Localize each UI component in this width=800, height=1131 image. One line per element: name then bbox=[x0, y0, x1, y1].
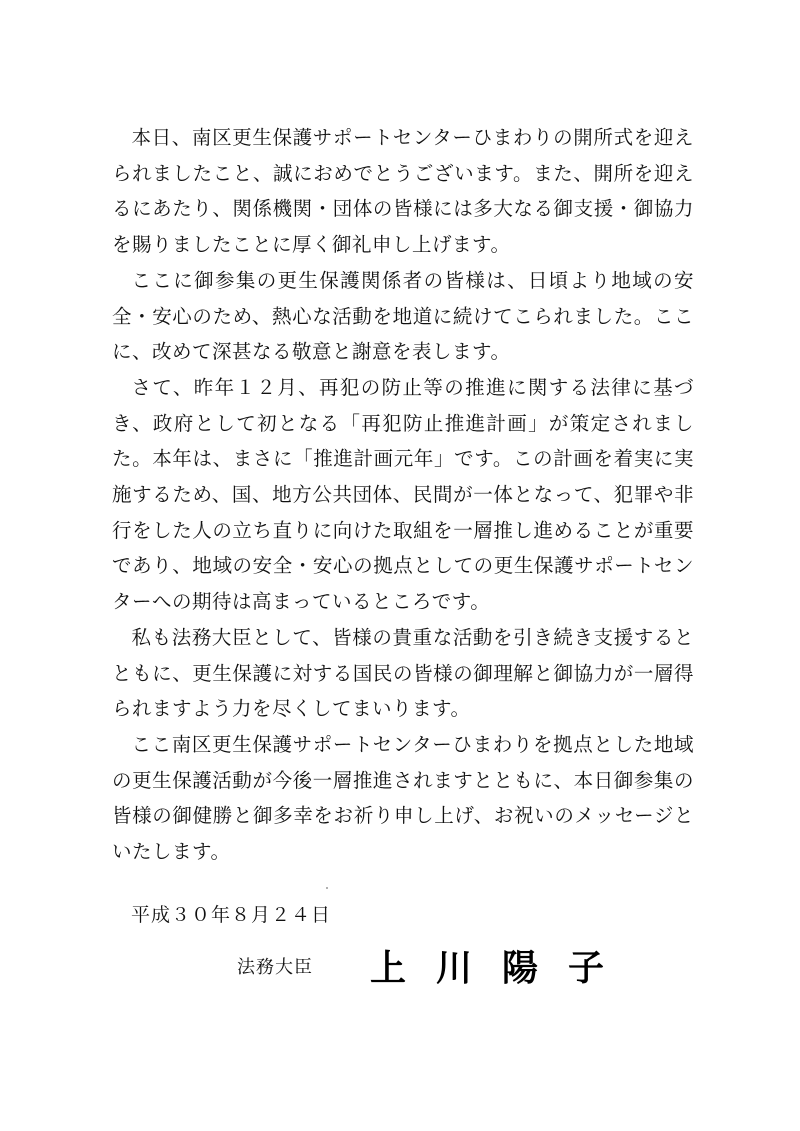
message-body bbox=[112, 120, 694, 870]
scan-speck bbox=[326, 887, 328, 889]
signatory-title: 法務大臣 bbox=[237, 957, 313, 978]
paragraph-recidivism-prevention-plan: さて、昨年１２月、再犯の防止等の推進に関する法律に基づき、政府として初となる「再犯防止推進計画」が策定されました。本年は、まさに「推進計画元年」です。この計画を着実に実施するため、国、地方公共団体、民間が一体となって、犯罪や非行をした人の立ち直りに向けた取組を一層推し進めることが重要であり、地域の安全・安心の拠点としての更生保護サポートセンターへの期待は高まっているところです。 bbox=[112, 375, 694, 614]
signatory-name: 上川陽子 bbox=[370, 948, 635, 989]
document-date: 平成３０年８月２４日 bbox=[131, 904, 332, 926]
paragraph-closing-wishes: ここ南区更生保護サポートセンターひまわりを拠点とした地域の更生保護活動が今後一層推進されますとともに、本日御参集の皆様の御健勝と御多幸をお祈り申し上げ、お祝いのメッセージといたします。 bbox=[112, 732, 694, 864]
paragraph-opening-congratulations: 本日、南区更生保護サポートセンターひまわりの開所式を迎えられましたこと、誠におめでとうございます。また、開所を迎えるにあたり、関係機関・団体の皆様には多大なる御支援・御協力を賜りましたことに厚く御礼申し上げます。 bbox=[112, 126, 694, 257]
paragraph-gratitude-to-volunteers: ここに御参集の更生保護関係者の皆様は、日頃より地域の安全・安心のため、熱心な活動を地道に続けてこられました。ここに、改めて深甚なる敬意と謝意を表します。 bbox=[112, 268, 694, 364]
paragraph-minister-commitment: 私も法務大臣として、皆様の貴重な活動を引き続き支援するとともに、更生保護に対する国民の皆様の御理解と御協力が一層得られますよう力を尽くしてまいります。 bbox=[112, 625, 694, 721]
